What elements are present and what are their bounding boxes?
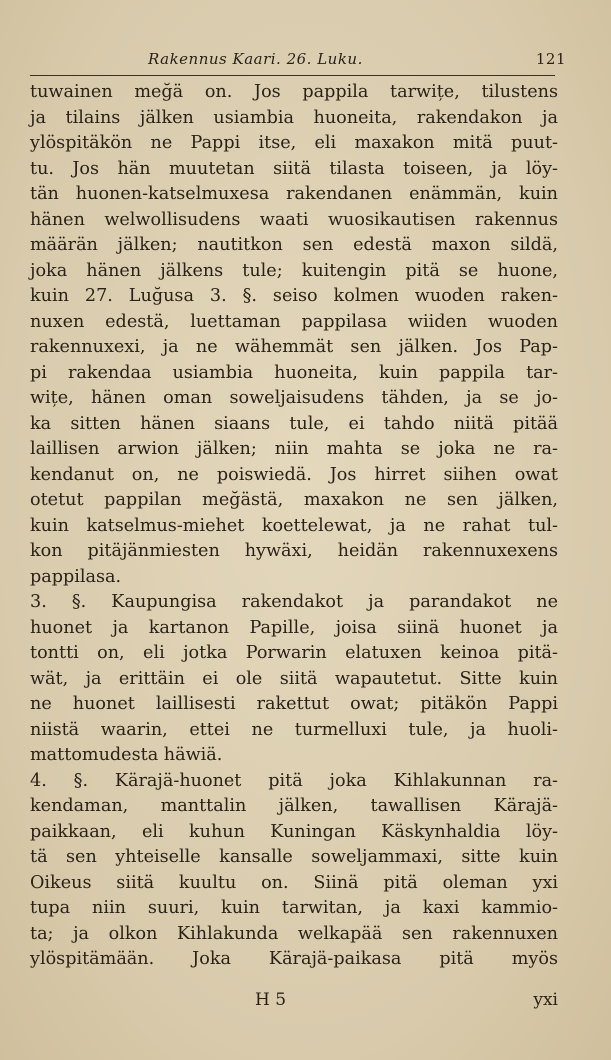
text-line: pappilasa. <box>30 566 122 587</box>
text-line: ne huonet laillisesti rakettut owat; pitäkön Pappi <box>30 694 558 714</box>
text-line: kendanut on, ne poiswiedä. Jos hirret siihen owat <box>30 464 558 485</box>
text-line: 4. §. Kärajä-huonet pitä joka Kihlakunnan ra- <box>30 770 558 791</box>
text-line: tontti on, eli jotka Porwarin elatuxen keinoa pitä- <box>30 643 558 663</box>
signature-mark: H 5 <box>255 990 287 1010</box>
text-line: huonet ja kartanon Papille, joisa siinä huonet ja <box>30 617 558 638</box>
text-line: kuin katselmus-miehet koettelewat, ja ne rahat tul- <box>30 515 558 536</box>
text-line: wițe, hänen oman soweljaisudens tähden, ja se jo- <box>30 388 558 408</box>
text-line: ka sitten hänen siaans tule, ei tahdo niitä pitää <box>30 413 558 434</box>
text-line: Oikeus siitä kuultu on. Siinä pitä oleman yxi <box>30 872 558 893</box>
text-line: ylöspitämään. Joka Kärajä-paikasa pitä myös <box>30 949 558 969</box>
text-line: niistä waarin, ettei ne turmelluxi tule, ja huoli- <box>30 719 558 740</box>
text-line: 3. §. Kaupungisa rakendakot ja parandakot ne <box>30 592 558 612</box>
text-line: paikkaan, eli kuhun Kuningan Käskynhaldia löy- <box>30 821 558 842</box>
text-line: wät, ja erittäin ei ole siitä wapautetut. Sitte kuin <box>30 668 558 689</box>
page-header <box>30 48 566 72</box>
text-line: tä sen yhteiselle kansalle soweljammaxi, sitte kuin <box>30 847 558 867</box>
text-line: nuxen edestä, luettaman pappilasa wiiden wuoden <box>30 311 558 332</box>
catchword: yxi <box>533 990 558 1010</box>
text-line: tupa niin suuri, kuin tarwitan, ja kaxi kammio- <box>30 898 558 918</box>
text-line: määrän jälken; nautitkon sen edestä maxon sildä, <box>30 235 558 255</box>
body-text <box>30 80 558 973</box>
text-line: tuwainen meğä on. Jos pappila tarwițe, tilustens <box>30 82 558 102</box>
text-line: otetut pappilan meğästä, maxakon ne sen jälken, <box>30 490 558 510</box>
text-line: joka hänen jälkens tule; kuitengin pitä se huone, <box>30 260 558 281</box>
text-line: ja tilains jälken usiambia huoneita, rakendakon ja <box>30 107 558 128</box>
text-line: mattomudesta häwiä. <box>30 745 223 765</box>
text-line: ta; ja olkon Kihlakunda welkapää sen rakennuxen <box>30 923 558 944</box>
text-line: kon pitäjänmiesten hywäxi, heidän rakennuxexens <box>30 541 558 561</box>
running-title: Rakennus Kaari. 26. Luku. <box>148 50 363 68</box>
header-rule <box>30 75 555 76</box>
page-number: 121 <box>535 50 566 68</box>
text-line: laillisen arwion jälken; niin mahta se joka ne ra- <box>30 439 558 459</box>
text-line: ylöspitäkön ne Pappi itse, eli maxakon mitä puut- <box>30 133 558 153</box>
text-line: pi rakendaa usiambia huoneita, kuin pappila tar- <box>30 362 558 383</box>
text-line: kuin 27. Luğusa 3. §. seiso kolmen wuoden raken- <box>30 286 558 306</box>
text-line: kendaman, manttalin jälken, tawallisen Kärajä- <box>30 796 558 816</box>
text-line: rakennuxexi, ja ne wähemmät sen jälken. Jos Pap- <box>30 337 558 357</box>
text-line: hänen welwollisudens waati wuosikautisen rakennus <box>30 209 558 230</box>
text-line: tän huonen-katselmuxesa rakendanen enämmän, kuin <box>30 184 558 204</box>
text-line: tu. Jos hän muutetan siitä tilasta toiseen, ja löy- <box>30 158 558 179</box>
page-footer <box>30 990 558 1016</box>
